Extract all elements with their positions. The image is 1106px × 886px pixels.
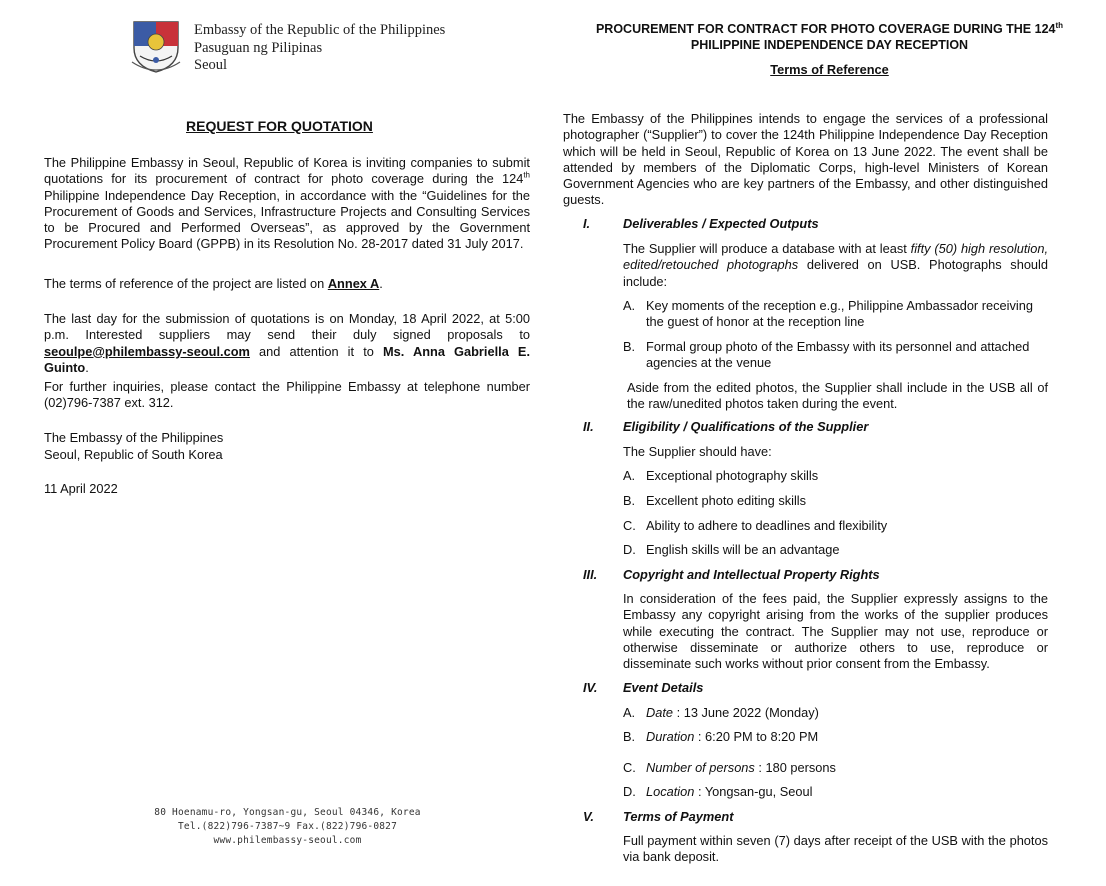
eligibility-lead: The Supplier should have: (623, 444, 772, 459)
section-number: I. (583, 216, 591, 231)
list-item: Excellent photo editing skills (646, 493, 807, 508)
deliverables-paragraph: The Supplier will produce a database with at least fifty (50) high resolution, edited/retouched photographs delivered on USB. Photographs should include: (623, 241, 1049, 289)
embassy-name: Embassy of the Republic of the Philippines (194, 22, 446, 38)
signature-line-1: The Embassy of the Philippines (44, 430, 224, 445)
section-heading-event-details: Event Details (623, 680, 704, 695)
page-title: REQUEST FOR QUOTATION (186, 118, 373, 134)
inquiries-paragraph: For further inquiries, please contact the Philippine Embassy at telephone number (02)796-7387 ext. 312. (44, 379, 530, 411)
section-number: IV. (583, 680, 598, 695)
event-persons: Number of persons : 180 persons (646, 760, 836, 775)
list-letter: B. (623, 339, 636, 354)
annex-link[interactable]: Annex A (327, 276, 380, 291)
event-location: Location : Yongsan-gu, Seoul (646, 784, 813, 799)
list-item: Ability to adhere to deadlines and flexibility (646, 518, 888, 533)
signature-line-2: Seoul, Republic of South Korea (44, 447, 223, 462)
submission-paragraph: The last day for the submission of quotations is on Monday, 18 April 2022, at 5:00 p.m. Interested suppliers may send their duly signed proposals to seoulpe@philembassy-seoul.com and attention it to Ms. Anna Gabriella E. Guinto. (44, 311, 531, 375)
section-heading-copyright: Copyright and Intellectual Property Rights (623, 567, 880, 582)
letter-date: 11 April 2022 (44, 481, 118, 496)
copyright-paragraph: In consideration of the fees paid, the Supplier expressly assigns to the Embassy any copyright arising from the works of the supplier produces while executing the contract. The Supplier may not use, reproduce or otherwise disseminate or authorize others to use, reproduce or disseminate such works without prior consent from the Embassy. (623, 591, 1048, 672)
section-heading-deliverables: Deliverables / Expected Outputs (623, 216, 819, 231)
section-heading-payment: Terms of Payment (623, 809, 734, 824)
list-item: Key moments of the reception e.g., Philippine Ambassador receiving the guest of honor at the reception line (646, 298, 1033, 329)
list-item: Formal group photo of the Embassy with its personnel and attached agencies at the venue (646, 339, 1030, 370)
payment-paragraph: Full payment within seven (7) days after receipt of the USB with the photos via bank deposit. (623, 833, 1048, 865)
list-item: English skills will be an advantage (646, 542, 840, 557)
terms-of-reference-page (553, 0, 1106, 886)
list-letter: D. (623, 542, 636, 557)
list-letter: C. (623, 760, 636, 775)
email-link[interactable]: seoulpe@philembassy-seoul.com (44, 343, 250, 359)
raw-photos-note: Aside from the edited photos, the Supplier shall include in the USB all of the raw/unedited photos taken during the event. (627, 380, 1048, 412)
list-letter: A. (623, 705, 636, 720)
footer-phone: Tel.(822)796-7387~9 Fax.(822)796-0827 (177, 821, 398, 832)
annex-paragraph: The terms of reference of the project are listed on Annex A. (44, 276, 383, 291)
tor-title-line-2: PHILIPPINE INDEPENDENCE DAY RECEPTION (690, 38, 969, 52)
embassy-city: Seoul (194, 57, 228, 73)
list-letter: B. (623, 729, 636, 744)
footer-website: www.philembassy-seoul.com (213, 835, 362, 846)
list-letter: B. (623, 493, 636, 508)
list-letter: C. (623, 518, 636, 533)
list-letter: D. (623, 784, 636, 799)
list-item: Exceptional photography skills (646, 468, 819, 483)
list-letter: A. (623, 468, 636, 483)
tor-intro: The Embassy of the Philippines intends to engage the services of a professional photographer (“Supplier”) to cover the 124th Philippine Independence Day Reception which will be held in Seoul, Republic of Korea on 13 June 2022. The event shall be attended by members of the Diplomatic Corps, high-level Ministers of Korean Government Agencies who are key partners of the Embassy, and other distinguished guests. (563, 111, 1048, 208)
footer-address: 80 Hoenamu-ro, Yongsan-gu, Seoul 04346, Korea (154, 807, 421, 818)
section-number: V. (583, 809, 594, 824)
section-number: II. (583, 419, 594, 434)
embassy-name-filipino: Pasuguan ng Pilipinas (194, 40, 323, 56)
event-date: Date : 13 June 2022 (Monday) (646, 705, 819, 720)
tor-heading: Terms of Reference (770, 62, 889, 77)
philippine-seal-icon (130, 18, 182, 74)
intro-paragraph: The Philippine Embassy in Seoul, Republic of Korea is inviting companies to submit quotations for its procurement of contract for photo coverage during the 124th Philippine Independence Day Reception, in accordance with the “Guidelines for the Procurement of Goods and Services, Infrastructure Projects and Consulting Services to be Procured and Performed Overseas”, as approved by the Government Procurement Policy Board (GPPB) in its Resolution No. 28-2017 dated 31 July 2017. (44, 155, 530, 252)
event-duration: Duration : 6:20 PM to 8:20 PM (646, 729, 819, 744)
section-number: III. (583, 567, 598, 582)
list-letter: A. (623, 298, 636, 313)
section-heading-eligibility: Eligibility / Qualifications of the Supplier (623, 419, 869, 434)
tor-title-line-1: PROCUREMENT FOR CONTRACT FOR PHOTO COVERAGE DURING THE 124th (595, 20, 1064, 36)
contact-name: Ms. Anna Gabriella E. Guinto (44, 343, 531, 375)
